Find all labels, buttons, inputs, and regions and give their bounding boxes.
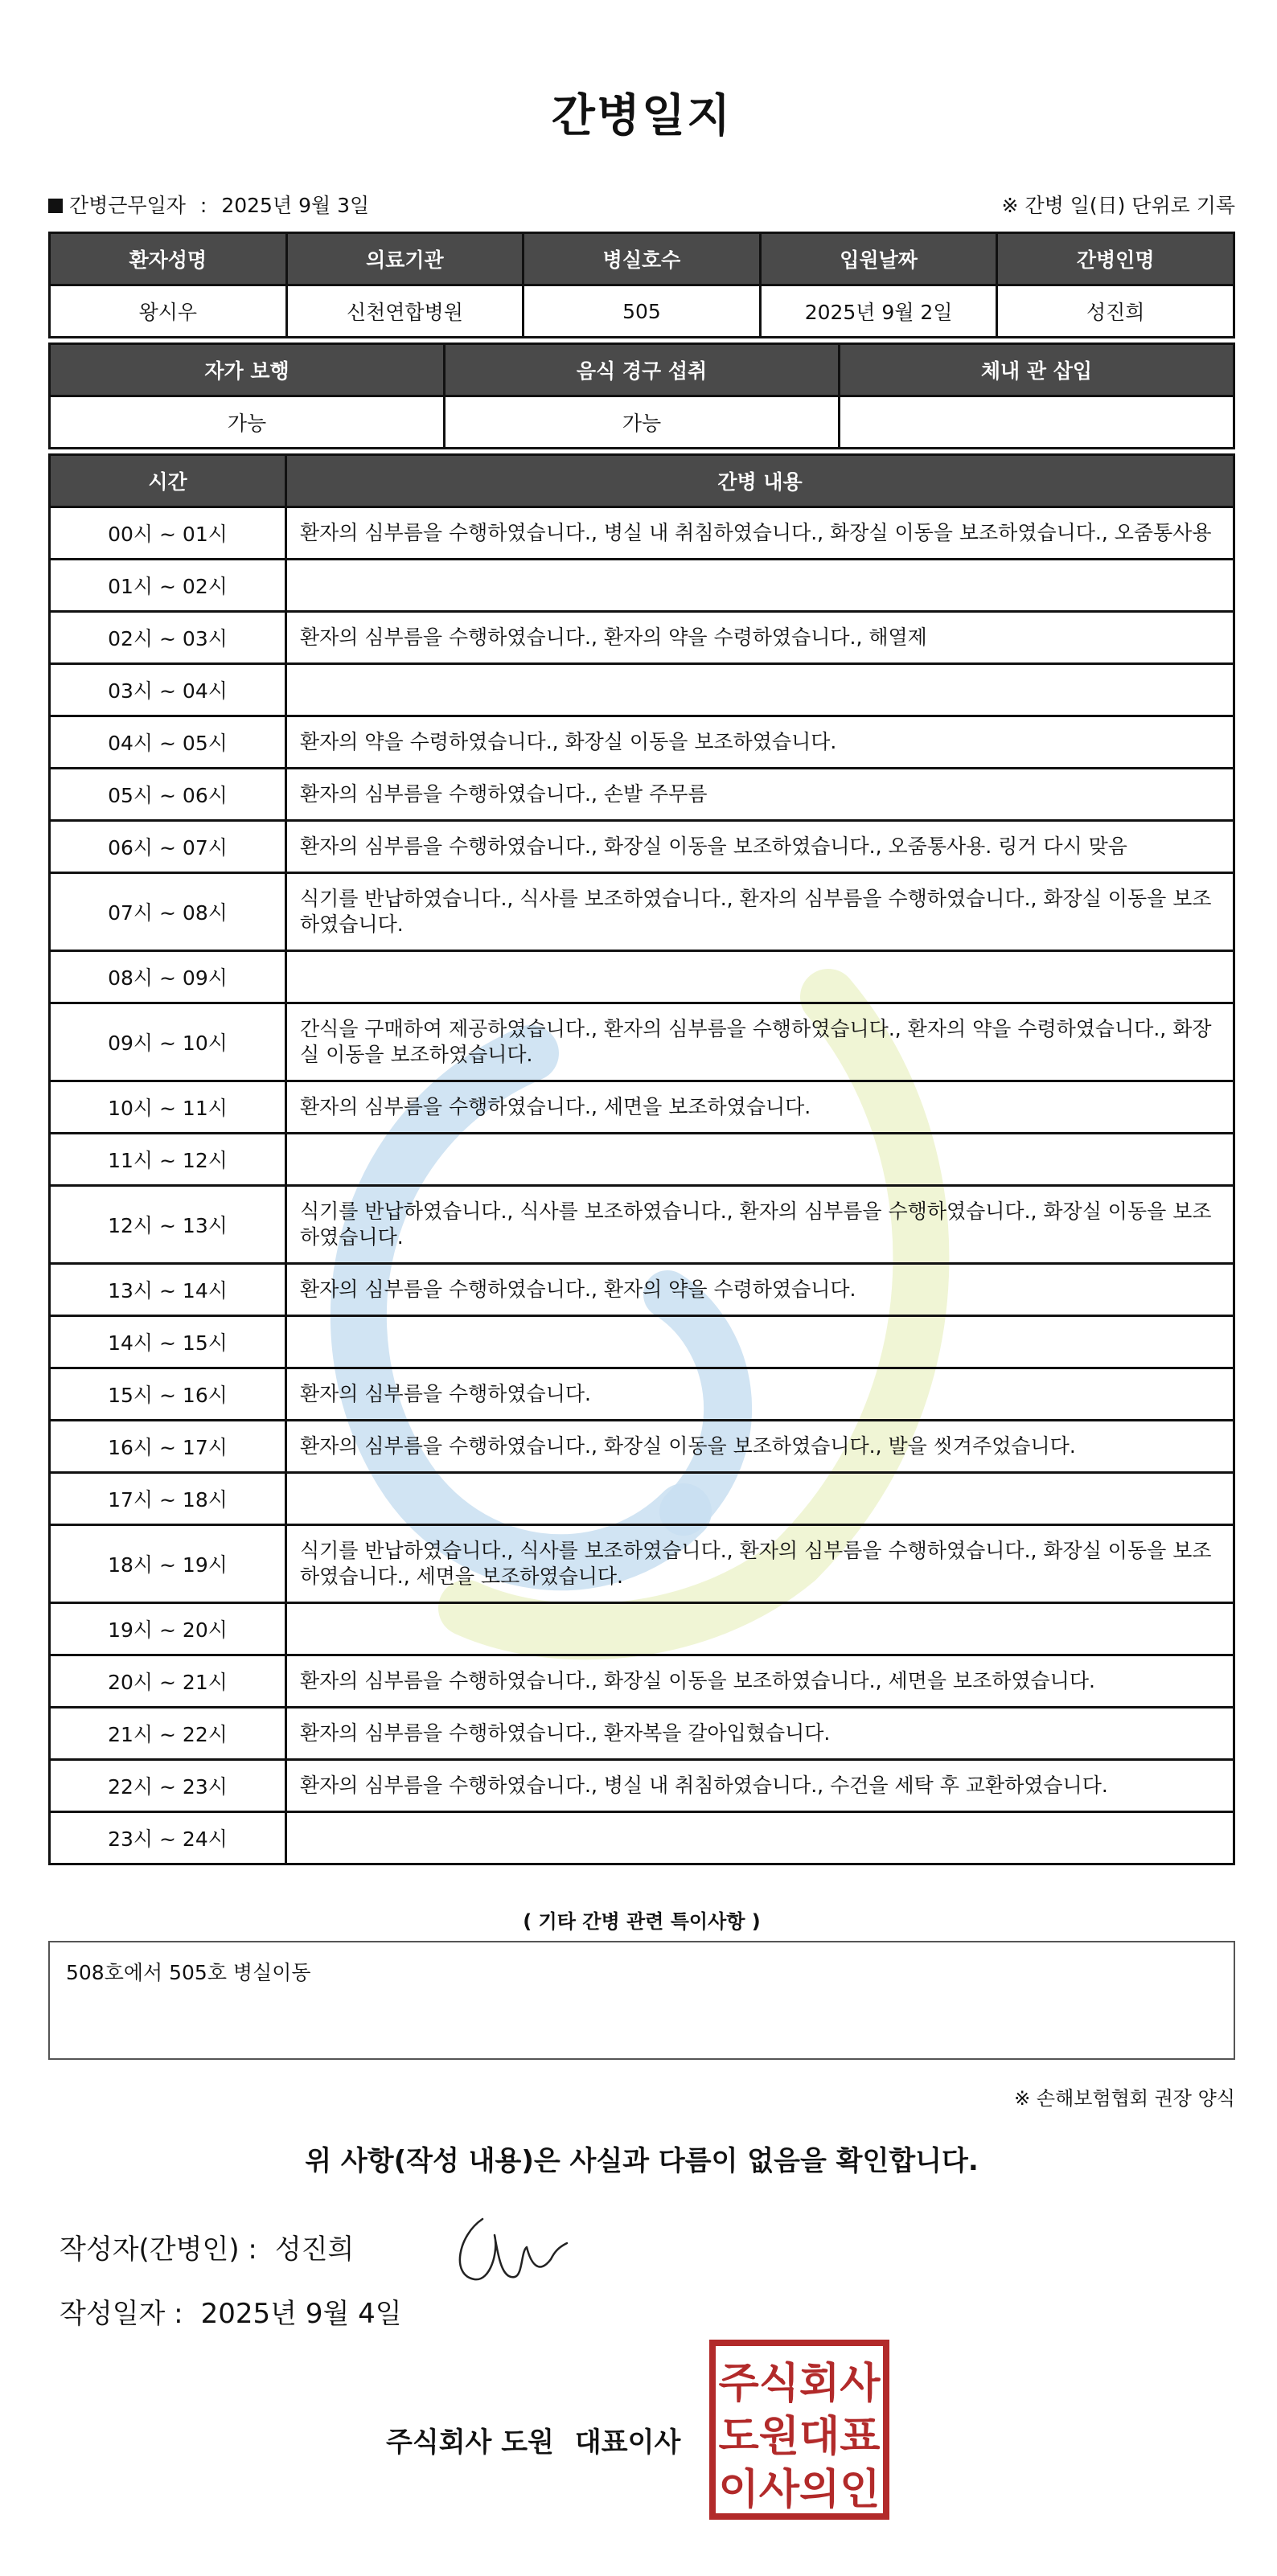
log-content: 환자의 심부름을 수행하였습니다., 병실 내 취침하였습니다., 수건을 세탁 후 교환하였습니다. [286,1760,1234,1812]
header-hospital: 의료기관 [286,233,524,285]
log-content: 환자의 심부름을 수행하였습니다., 병실 내 취침하였습니다., 화장실 이동을 보조하였습니다., 오줌통사용 [286,507,1234,560]
log-content: 환자의 심부름을 수행하였습니다., 손발 주무름 [286,769,1234,821]
company-signature-line [386,2420,680,2459]
table-row [50,1655,1234,1708]
log-time: 19시 ~ 20시 [50,1603,286,1655]
header-oral-intake: 음식 경구 섭취 [445,344,840,396]
log-content: 환자의 심부름을 수행하였습니다., 환자의 약을 수령하였습니다., 해열제 [286,612,1234,664]
log-content [286,1473,1234,1525]
log-time: 13시 ~ 14시 [50,1264,286,1316]
log-content [286,560,1234,612]
header-tube: 체내 관 삽입 [840,344,1234,396]
table-row [50,1264,1234,1316]
log-content: 환자의 심부름을 수행하였습니다. [286,1368,1234,1421]
caregiver-name: 성진희 [997,285,1234,338]
table-row [50,1134,1234,1186]
seal-line-2: 도원대표 [718,2413,881,2461]
log-content: 환자의 약을 수령하였습니다., 화장실 이동을 보조하였습니다. [286,716,1234,769]
table-row [50,1473,1234,1525]
log-content: 식기를 반납하였습니다., 식사를 보조하였습니다., 환자의 심부름을 수행하였습니다., 화장실 이동을 보조하였습니다. [286,873,1234,951]
header-room: 병실호수 [524,233,761,285]
log-content: 환자의 심부름을 수행하였습니다., 환자의 약을 수령하였습니다. [286,1264,1234,1316]
author-label: 작성자(간병인) : [60,2233,257,2266]
table-row [50,1316,1234,1368]
log-time: 17시 ~ 18시 [50,1473,286,1525]
table-row [50,1421,1234,1473]
log-content: 환자의 심부름을 수행하였습니다., 세면을 보조하였습니다. [286,1081,1234,1134]
log-time: 04시 ~ 05시 [50,716,286,769]
log-content: 간식을 구매하여 제공하였습니다., 환자의 심부름을 수행하였습니다., 환자의 약을 수령하였습니다., 화장실 이동을 보조하였습니다. [286,1003,1234,1081]
square-bullet-icon [48,199,63,213]
table-row [50,1603,1234,1655]
form-source-note: ※ 손해보험협회 권장 양식 [1014,2087,1235,2110]
admission-date: 2025년 9월 2일 [760,285,997,338]
room-number: 505 [524,285,761,338]
header-admission-date: 입원날짜 [760,233,997,285]
log-time: 05시 ~ 06시 [50,769,286,821]
log-time: 22시 ~ 23시 [50,1760,286,1812]
seal-line-3: 이사의인 [718,2466,881,2514]
patient-name: 왕시우 [50,285,287,338]
page-title: 간병일지 [551,90,733,142]
table-row [50,1525,1234,1603]
header-walking: 자가 보행 [50,344,445,396]
table-row [50,1186,1234,1264]
work-date-label: 간병근무일자 [69,194,186,217]
header-patient-name: 환자성명 [50,233,287,285]
care-log-table [48,453,1235,1865]
table-row [50,1708,1234,1760]
table-row [50,1003,1234,1081]
log-time: 01시 ~ 02시 [50,560,286,612]
header-time: 시간 [50,455,286,507]
table-row [50,1081,1234,1134]
log-time: 00시 ~ 01시 [50,507,286,560]
author-line [60,2227,354,2266]
tube-value [840,396,1234,449]
table-row [50,560,1234,612]
log-time: 02시 ~ 03시 [50,612,286,664]
table-row [50,769,1234,821]
table-row [50,1368,1234,1421]
special-notes-title: ( 기타 간병 관련 특이사항 ) [523,1910,761,1933]
log-content [286,664,1234,716]
log-time: 09시 ~ 10시 [50,1003,286,1081]
log-content [286,1134,1234,1186]
log-time: 16시 ~ 17시 [50,1421,286,1473]
log-time: 10시 ~ 11시 [50,1081,286,1134]
table-row [50,951,1234,1003]
log-content: 환자의 심부름을 수행하였습니다., 화장실 이동을 보조하였습니다., 발을 씻겨주었습니다. [286,1421,1234,1473]
oral-intake-value: 가능 [445,396,840,449]
ability-table [48,343,1235,449]
hospital-name: 신천연합병원 [286,285,524,338]
work-date-value: 2025년 9월 3일 [221,194,370,217]
log-time: 23시 ~ 24시 [50,1812,286,1864]
header-caregiver: 간병인명 [997,233,1234,285]
log-content: 환자의 심부름을 수행하였습니다., 화장실 이동을 보조하였습니다., 오줌통사용. 링거 다시 맞음 [286,821,1234,873]
log-content: 식기를 반납하였습니다., 식사를 보조하였습니다., 환자의 심부름을 수행하였습니다., 화장실 이동을 보조하였습니다., 세면을 보조하였습니다. [286,1525,1234,1603]
ceo-title: 대표이사 [574,2426,681,2459]
patient-info-table [48,232,1235,338]
log-content: 식기를 반납하였습니다., 식사를 보조하였습니다., 환자의 심부름을 수행하였습니다., 화장실 이동을 보조하였습니다. [286,1186,1234,1264]
log-time: 08시 ~ 09시 [50,951,286,1003]
table-row [50,507,1234,560]
table-row [50,873,1234,951]
table-row [50,821,1234,873]
written-date-value: 2025년 9월 4일 [200,2298,402,2330]
log-time: 21시 ~ 22시 [50,1708,286,1760]
table-row [50,716,1234,769]
table-row [50,1812,1234,1864]
table-row [50,664,1234,716]
log-time: 06시 ~ 07시 [50,821,286,873]
log-time: 07시 ~ 08시 [50,873,286,951]
company-seal [709,2340,889,2520]
walking-value: 가능 [50,396,445,449]
seal-line-1: 주식회사 [718,2360,881,2408]
meta-row [48,190,1235,219]
written-date-line [60,2291,402,2331]
log-time: 12시 ~ 13시 [50,1186,286,1264]
work-date-separator: : [199,194,207,217]
table-row [50,1760,1234,1812]
log-time: 03시 ~ 04시 [50,664,286,716]
signature-mark [450,2203,571,2291]
unit-note: ※ 간병 일(日) 단위로 기록 [1001,194,1235,217]
company-name: 주식회사 도원 [386,2426,554,2459]
header-content: 간병 내용 [286,455,1234,507]
log-time: 20시 ~ 21시 [50,1655,286,1708]
written-date-label: 작성일자 : [60,2298,183,2330]
log-time: 15시 ~ 16시 [50,1368,286,1421]
log-time: 18시 ~ 19시 [50,1525,286,1603]
author-name: 성진희 [274,2233,355,2266]
log-content [286,1812,1234,1864]
log-content [286,951,1234,1003]
log-content [286,1603,1234,1655]
log-content: 환자의 심부름을 수행하였습니다., 화장실 이동을 보조하였습니다., 세면을 보조하였습니다. [286,1655,1234,1708]
log-content [286,1316,1234,1368]
work-date [48,190,369,219]
special-notes-box: 508호에서 505호 병실이동 [48,1941,1235,2060]
confirmation-statement: 위 사항(작성 내용)은 사실과 다름이 없음을 확인합니다. [305,2145,979,2177]
log-time: 14시 ~ 15시 [50,1316,286,1368]
log-content: 환자의 심부름을 수행하였습니다., 환자복을 갈아입혔습니다. [286,1708,1234,1760]
log-time: 11시 ~ 12시 [50,1134,286,1186]
table-row [50,612,1234,664]
